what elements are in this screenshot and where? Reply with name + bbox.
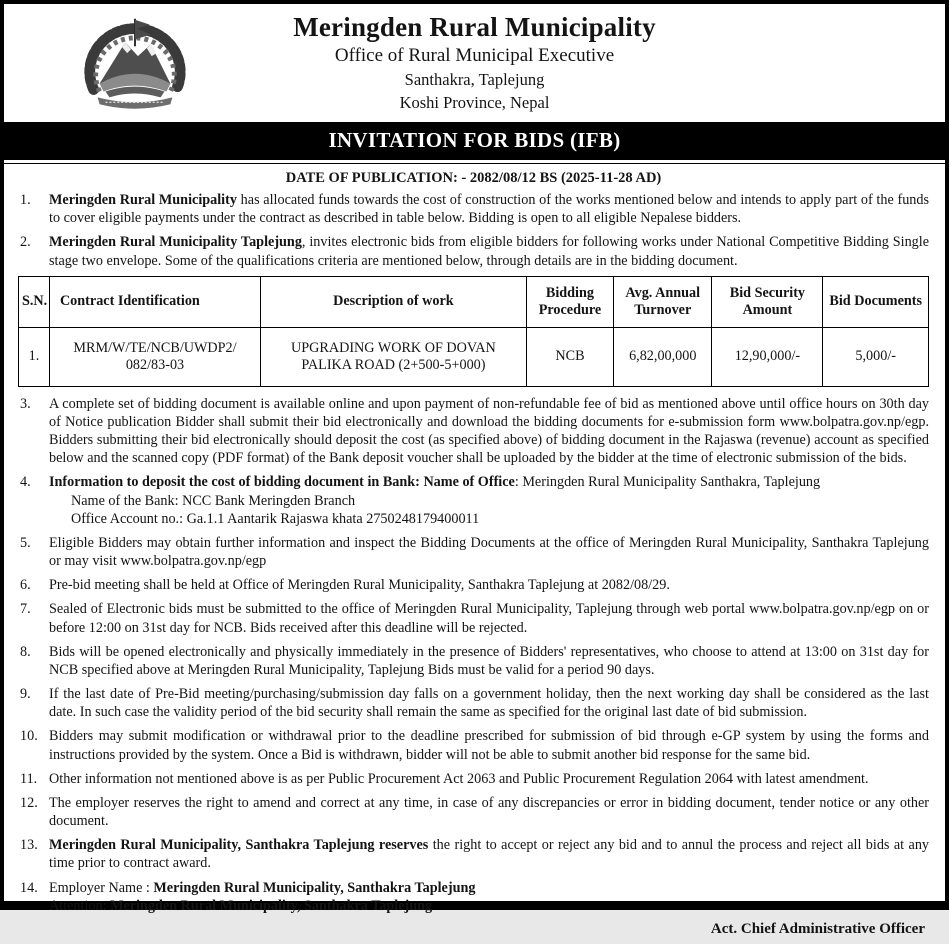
- notice-body: [4, 164, 945, 944]
- description-line2: PALIKA ROAD (2+500-5+000): [301, 356, 486, 373]
- document-header: [4, 4, 945, 122]
- notice-item-10: [18, 727, 929, 763]
- item-number: 5.: [20, 534, 31, 551]
- item-text: [49, 836, 929, 872]
- col-header-description: Description of work: [261, 276, 527, 327]
- item-text: If the last date of Pre-Bid meeting/purchasing/submission day falls on a government holiday, then the next working day shall be considered as the last date. In such case the validity period of the bid security shall remain the same as specified for the original last date of bid submission.: [49, 686, 929, 721]
- item-bold-lead: Information to deposit the cost of bidding document in Bank: Name of Office: [49, 474, 515, 491]
- invitation-banner: INVITATION FOR BIDS (IFB): [4, 122, 945, 160]
- cell-documents: 5,000/-: [823, 327, 929, 386]
- item-rest: , invites electronic bids from eligible bidders for following works under National Competitive Bidding Single stage two envelope. Some of the qualifications criteria are mentioned below, through details are in the bidding document.: [49, 234, 929, 269]
- notice-item-13: [18, 836, 929, 872]
- col-header-sn: S.N.: [19, 276, 50, 327]
- notice-item-8: [18, 643, 929, 679]
- location-line: Santhakra, Taplejung: [404, 70, 545, 89]
- province-line: Koshi Province, Nepal: [399, 93, 550, 112]
- item-number: 9.: [20, 686, 31, 703]
- item-rest: has allocated funds towards the cost of construction of the works mentioned below and intends to apply part of the funds to cover eligible payments under the contract as described in table below. Bidding is open to all eligible Nepalese bidders.: [49, 192, 929, 227]
- item-text: Pre-bid meeting shall be held at Office of Meringden Rural Municipality, Santhakra Taplejung at 2082/08/29.: [49, 577, 670, 594]
- item-text: Sealed of Electronic bids must be submitted to the office of Meringden Rural Municipality, Taplejung through web portal www.bolpatra.gov.np/egp on or before 12:00 on 31st day for NCB. Bids received after this deadline will be rejected.: [49, 601, 929, 636]
- item-rest: the right to accept or reject any bid and to annul the process and reject all bids at any time prior to contract award.: [49, 837, 930, 872]
- item-text: Eligible Bidders may obtain further information and inspect the Bidding Documents at the office of Meringden Rural Municipality, Santhakra Taplejung or may visit www.bolpatra.gov.np/egp: [49, 534, 929, 570]
- item-number: 12.: [20, 794, 38, 811]
- notice-item-9: [18, 685, 929, 721]
- notice-items-continued: [18, 395, 929, 915]
- municipality-title: Meringden Rural Municipality: [293, 12, 656, 42]
- employer-name-label: Employer Name :: [49, 879, 154, 896]
- description-line1: UPGRADING WORK OF DOVAN: [290, 339, 496, 356]
- bids-table: [18, 276, 929, 387]
- item-number: 3.: [20, 395, 31, 412]
- col-header-turnover: Avg. Annual Turnover: [614, 276, 712, 327]
- col-header-procedure: Bidding Procedure: [526, 276, 613, 327]
- item-number: 2.: [20, 234, 31, 251]
- nepal-emblem-icon: [76, 12, 194, 112]
- attention-value: Meringden Rural Municipality, Santhakra Taplejung: [110, 897, 433, 914]
- col-header-contract: Contract Identification: [49, 276, 260, 327]
- cell-sn: 1.: [19, 327, 50, 386]
- attention-label: Attention:: [49, 897, 111, 914]
- notice-item-11: [18, 770, 929, 788]
- notice-item-14: [18, 879, 929, 915]
- col-header-security: Bid Security Amount: [712, 276, 823, 327]
- item-number: 11.: [20, 770, 38, 787]
- notice-item-3: [18, 395, 929, 468]
- publication-date: DATE OF PUBLICATION: - 2082/08/12 BS (2025-11-28 AD): [285, 170, 662, 186]
- attention-line: [49, 897, 929, 915]
- item-text: The employer reserves the right to amend and correct at any time, in case of any discrepancies or error in bidding document, tender notice or any other document.: [49, 794, 929, 830]
- signature-title: Act. Chief Administrative Officer: [710, 920, 925, 937]
- item-rest: : Meringden Rural Municipality Santhakra, Taplejung: [514, 474, 821, 491]
- notice-item-12: [18, 794, 929, 830]
- item-text: Bids will be opened electronically and physically immediately in the presence of Bidders' representatives, who choose to attend at 13:00 on 31st day for NCB specified above at Meringden Rural Municipality, Taplejung Bids must be valid for a period 90 days.: [49, 643, 929, 678]
- notice-item-2: [18, 233, 929, 269]
- item-text: Other information not mentioned above is as per Public Procurement Act 2063 and Public Procurement Regulation 2064 with latest amendment.: [49, 770, 869, 787]
- item-number: 4.: [20, 474, 31, 491]
- bids-table-header-row: [19, 276, 929, 327]
- office-subtitle: Office of Rural Municipal Executive: [334, 45, 615, 66]
- item-number: 10.: [20, 728, 38, 745]
- notice-item-4: [18, 473, 929, 528]
- item-number: 13.: [20, 837, 38, 854]
- bank-name-line: Name of the Bank: NCC Bank Meringden Branch: [71, 492, 356, 509]
- contract-line2: 082/83-03: [125, 356, 185, 373]
- item-number: 8.: [20, 643, 31, 660]
- account-number-line: Office Account no.: Ga.1.1 Aantarik Rajaswa khata 2750248179400011: [71, 510, 480, 527]
- item-bold-lead: Meringden Rural Municipality, Santhakra Taplejung reserves: [49, 837, 429, 854]
- cell-procedure: NCB: [526, 327, 613, 386]
- item-bold-lead: Meringden Rural Municipality: [49, 192, 237, 208]
- item-number: 6.: [20, 577, 31, 594]
- item-text: [49, 233, 929, 269]
- cell-turnover: 6,82,00,000: [614, 327, 712, 386]
- employer-name-value: Meringden Rural Municipality, Santhakra Taplejung: [153, 879, 476, 896]
- item-bold-lead: Meringden Rural Municipality Taplejung: [49, 234, 302, 251]
- table-row: [19, 327, 929, 386]
- item-number: 1.: [20, 192, 31, 208]
- col-header-documents: Bid Documents: [823, 276, 929, 327]
- item-number: 7.: [20, 601, 31, 618]
- notice-item-1: [18, 191, 929, 227]
- item-text: [49, 879, 929, 915]
- item-text: A complete set of bidding document is available online and upon payment of non-refundable fee of bid as mentioned above until office hours on 30th day of Notice publication Bidder shall submit their bid electronically and download the bidding documents for e-submission form www.bolpatra.gov.np/egp. Bidders submitting their bid electronically should deposit the cost (as specified above) of bidding document in the Rajaswa (revenue) account as specified below and the scanned copy (PDF format) of the Bank deposit voucher shall be uploaded by the bidder at the time of electronic submission of the bids.: [49, 395, 929, 467]
- notice-item-5: [18, 534, 929, 570]
- item-text: [49, 191, 929, 227]
- notice-item-6: [18, 576, 929, 594]
- cell-contract: [49, 327, 260, 386]
- notice-item-7: [18, 600, 929, 636]
- cell-security: 12,90,000/-: [712, 327, 823, 386]
- item-text: [49, 473, 929, 528]
- notice-items: [18, 191, 929, 270]
- cell-description: [261, 327, 527, 386]
- item-number: 14.: [20, 879, 38, 896]
- contract-line1: MRM/W/TE/NCB/UWDP2/: [73, 339, 237, 356]
- item-text: Bidders may submit modification or withdrawal prior to the deadline prescribed for submission of bid through e-GP system by using the forms and instructions provided by the system. Once a Bid is withdrawn, bidder will not be able to submit another bid response for the same bid.: [49, 728, 929, 763]
